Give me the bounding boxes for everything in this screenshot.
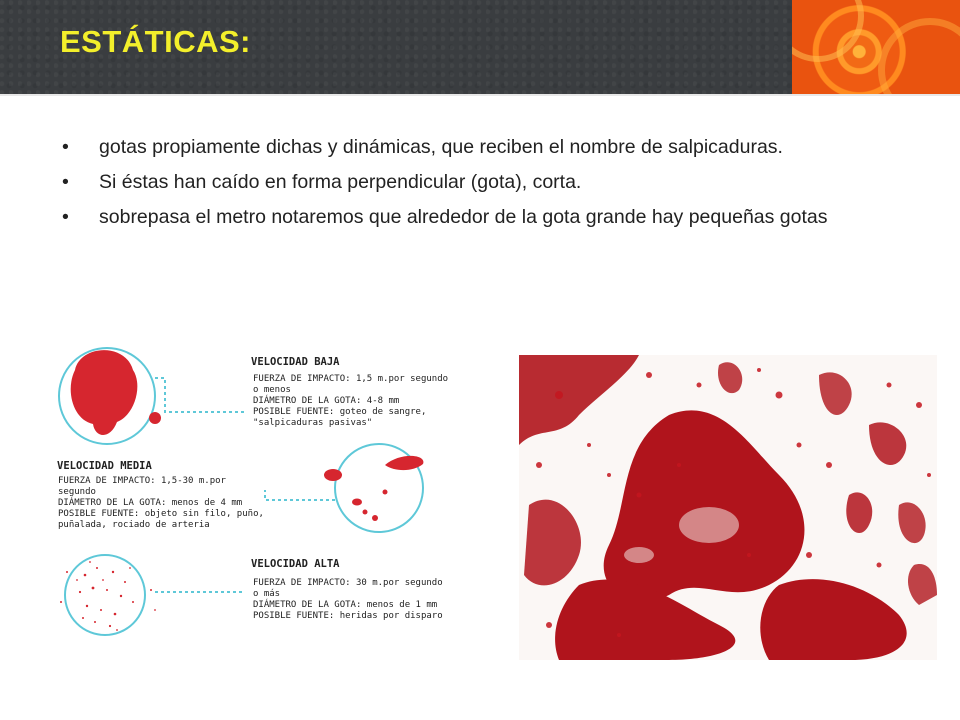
slide-title: ESTÁTICAS: <box>60 24 251 59</box>
medium-velocity-details <box>58 476 264 531</box>
detail-line: DIÁMETRO DE LA GOTA: menos de 4 mm <box>58 498 243 508</box>
high-velocity-heading: VELOCIDAD ALTA <box>251 558 340 570</box>
detail-line: POSIBLE FUENTE: heridas por disparo <box>253 611 443 621</box>
medium-drop <box>372 515 378 521</box>
medium-drop <box>363 510 368 515</box>
detail-line: POSIBLE FUENTE: goteo de sangre, <box>253 407 427 417</box>
medium-drop <box>383 490 388 495</box>
bullet-item <box>62 200 880 235</box>
medium-drop <box>324 469 342 481</box>
medium-drop <box>352 499 362 506</box>
detail-line: FUERZA DE IMPACTO: 1,5 m.por segundo <box>253 374 449 384</box>
bullet-dot: • <box>62 206 69 228</box>
large-drop <box>71 350 138 435</box>
low-velocity-heading: VELOCIDAD BAJA <box>251 356 340 368</box>
detail-line: POSIBLE FUENTE: objeto sin filo, puño, <box>58 509 264 519</box>
detail-line: "salpicaduras pasivas" <box>253 418 373 428</box>
low-connector <box>155 378 245 412</box>
bullet-text: sobrepasa el metro notaremos que alrededor de la gota grande hay pequeñas gotas <box>99 206 828 228</box>
bullet-dot: • <box>62 171 69 193</box>
low-velocity-details <box>253 374 448 429</box>
splatter-graphics <box>519 355 937 660</box>
detail-line: o menos <box>253 385 291 395</box>
header-divider <box>0 94 960 96</box>
blood-velocity-diagram <box>55 340 485 640</box>
header-orange-decoration <box>792 0 960 94</box>
bullet-text: gotas propiamente dichas y dinámicas, que reciben el nombre de salpicaduras. <box>99 136 783 158</box>
high-velocity-circle <box>65 555 145 635</box>
bullet-dot: • <box>62 136 69 158</box>
detail-line: puñalada, rociado de arteria <box>58 520 210 530</box>
small-drop <box>149 412 161 424</box>
detail-line: o más <box>253 589 281 599</box>
detail-line: DIÁMETRO DE LA GOTA: 4-8 mm <box>253 396 400 406</box>
blood-splatter-image <box>519 355 937 660</box>
detail-line: FUERZA DE IMPACTO: 1,5-30 m.por <box>58 476 226 486</box>
bullet-list <box>62 130 880 235</box>
medium-connector <box>265 490 335 500</box>
bullet-text: Si éstas han caído en forma perpendicular (gota), corta. <box>99 171 582 193</box>
high-velocity-details <box>253 578 443 622</box>
detail-line: DIÁMETRO DE LA GOTA: menos de 1 mm <box>253 600 438 610</box>
detail-line: FUERZA DE IMPACTO: 30 m.por segundo <box>253 578 443 588</box>
bullet-item <box>62 130 880 165</box>
detail-line: segundo <box>58 487 96 497</box>
medium-velocity-heading: VELOCIDAD MEDIA <box>57 460 152 472</box>
bullet-item <box>62 165 880 200</box>
